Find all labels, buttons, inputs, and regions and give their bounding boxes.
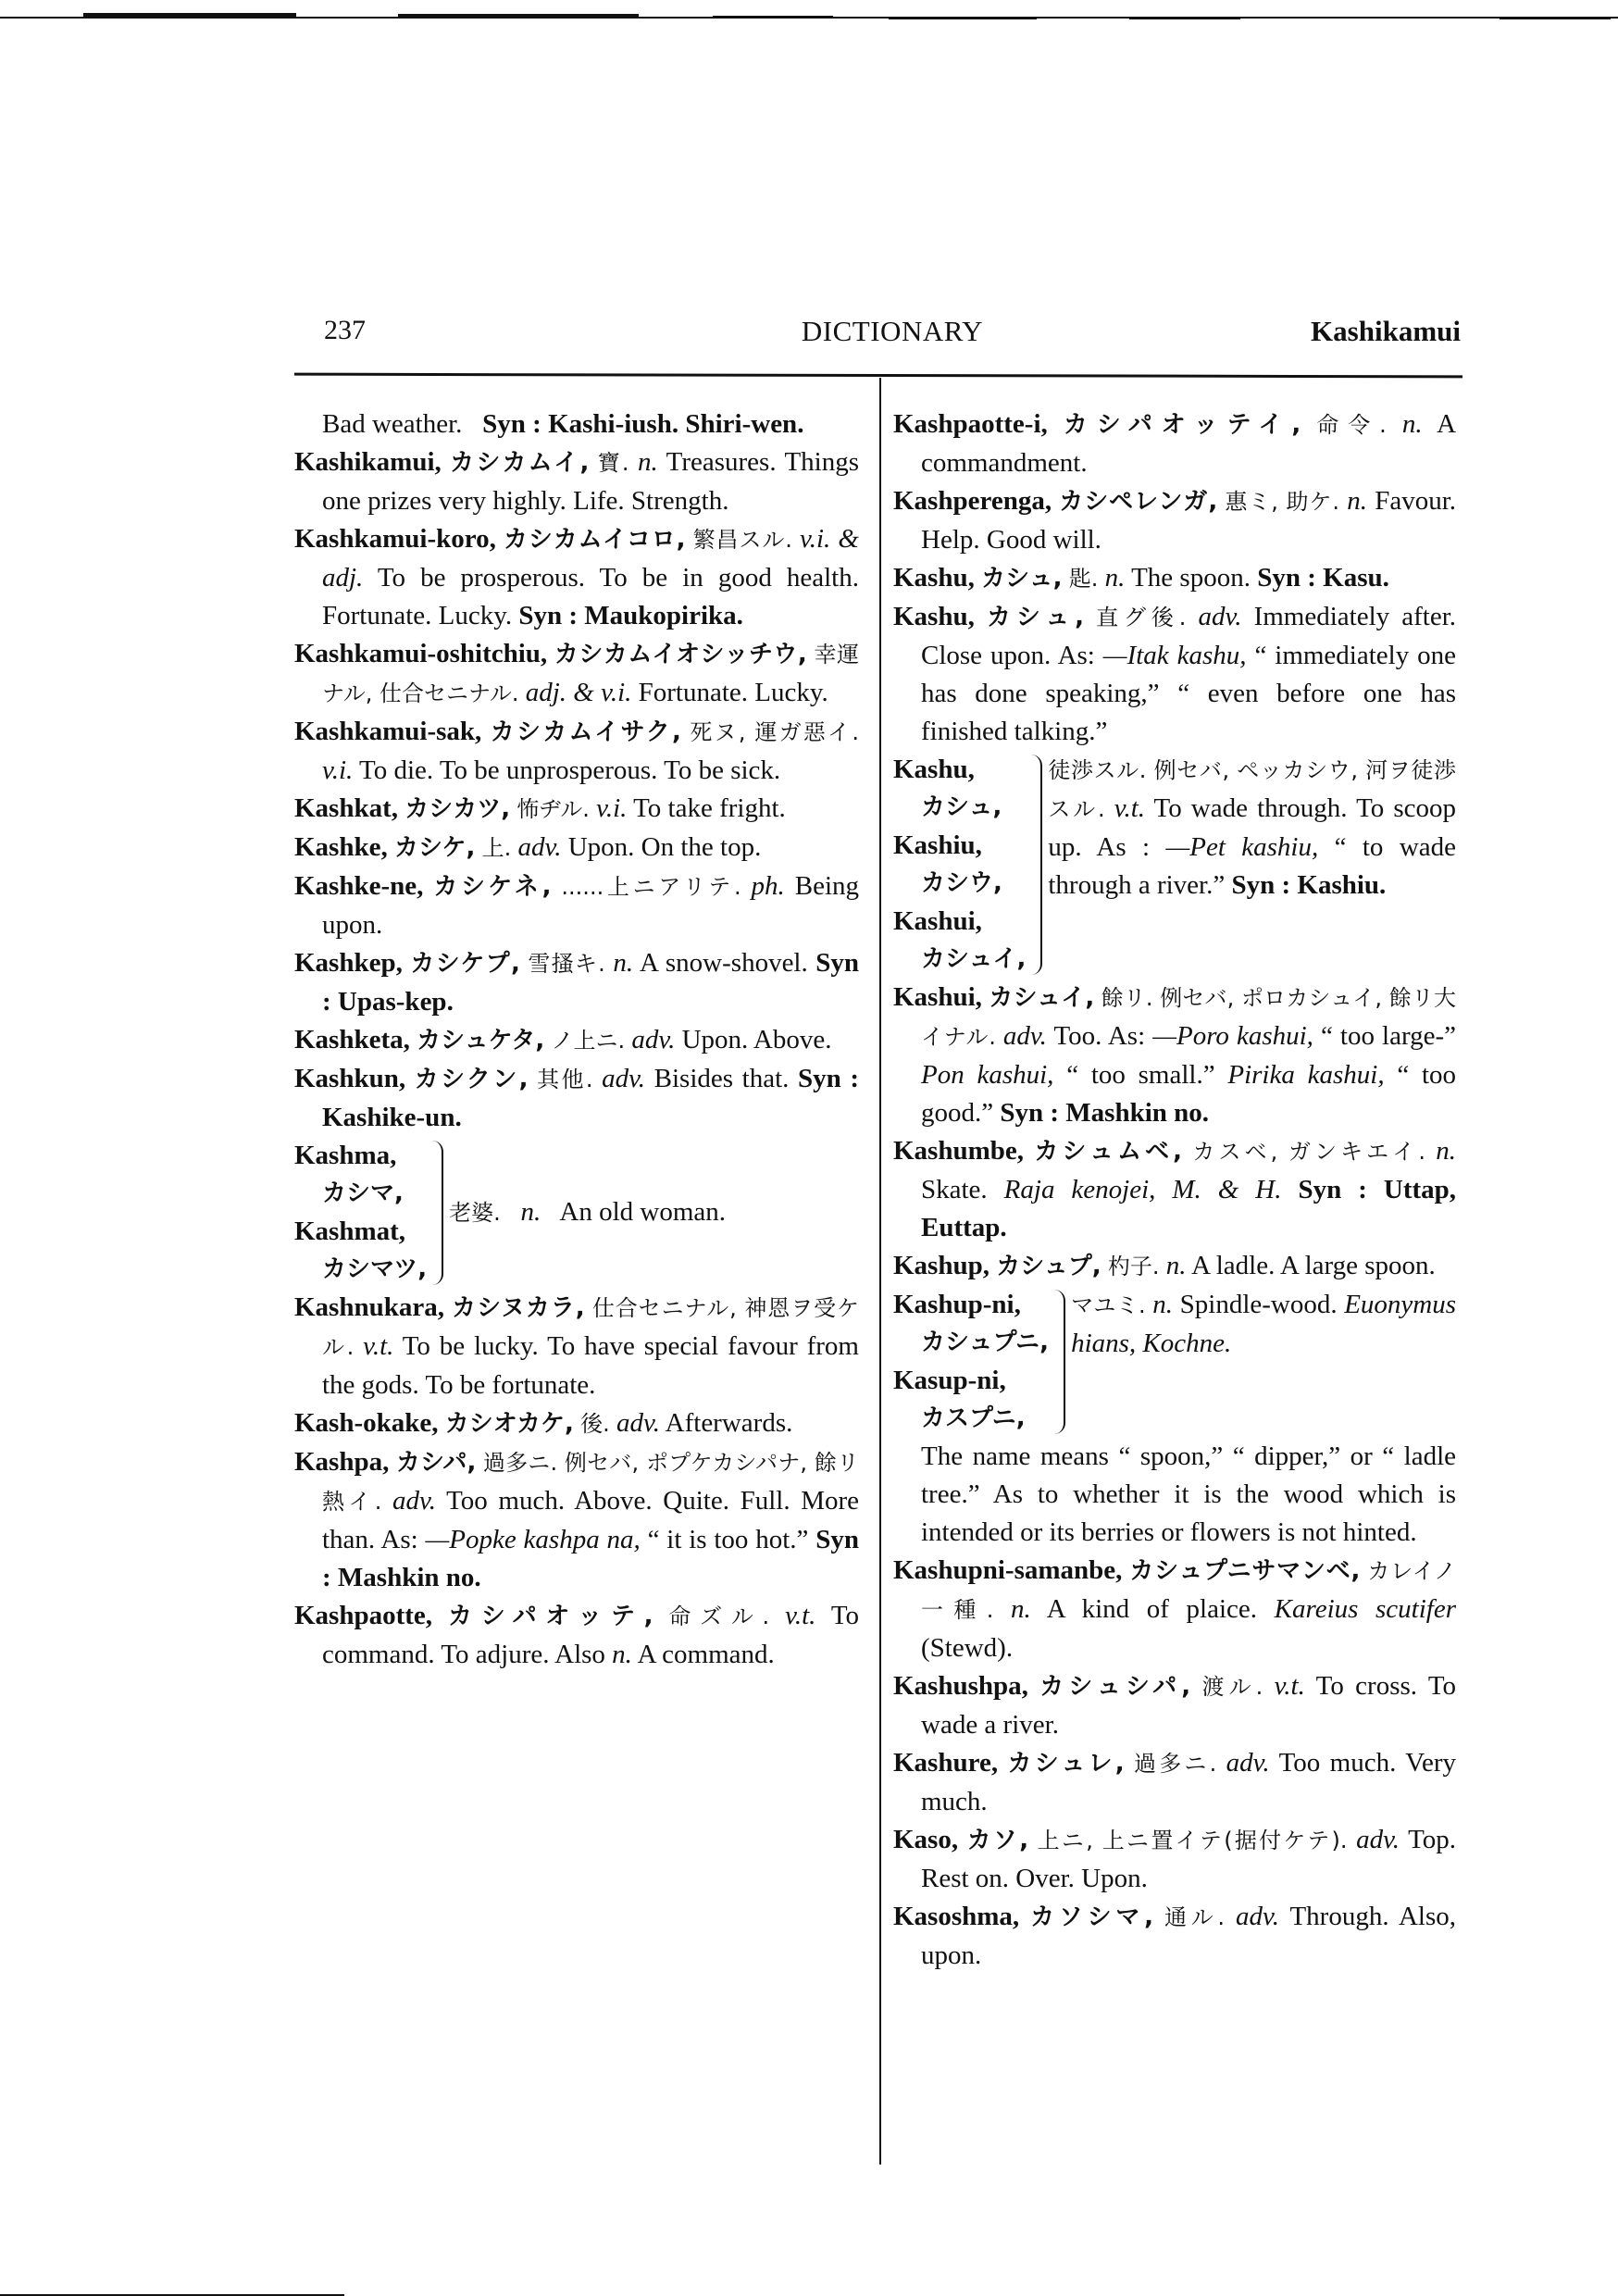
headword: Kashup-ni,: [893, 1290, 1021, 1319]
part-of-speech: n.: [1010, 1594, 1031, 1624]
headword: Kashkun,: [294, 1064, 406, 1093]
synonym: Kashike-un.: [322, 1103, 462, 1132]
definition: Bad weather.: [322, 409, 463, 439]
definition: Afterwards.: [665, 1408, 793, 1438]
taxonomic-authority: (Stewd).: [921, 1633, 1014, 1663]
part-of-speech: adv.: [1226, 1748, 1270, 1778]
definition: An old woman.: [559, 1197, 727, 1227]
brace-bracket: [429, 1141, 445, 1285]
headword: Kaso,: [893, 1825, 959, 1854]
example-translation: “ too large-”: [1321, 1021, 1457, 1051]
japanese-gloss: 命令.: [1316, 412, 1387, 438]
katakana: カシマツ,: [322, 1255, 428, 1283]
dictionary-entry: [294, 944, 859, 1021]
katakana: カシカムイコロ,: [503, 526, 686, 554]
dictionary-entry: [294, 790, 859, 829]
definition: To command. To adjure. Also: [322, 1601, 860, 1669]
japanese-gloss: 繁昌スル.: [692, 527, 792, 553]
dictionary-entry: [294, 1021, 859, 1060]
headword: Kashke,: [294, 832, 388, 862]
definition: To be prosperous. To be in good health. Fortunate. Lucky.: [322, 563, 859, 630]
japanese-gloss: 匙.: [1068, 566, 1099, 592]
part-of-speech: v.t.: [1114, 793, 1145, 823]
synonym-label: Syn :: [482, 409, 541, 439]
synonym-label: Syn :: [1000, 1098, 1060, 1128]
dictionary-entry: [893, 482, 1456, 559]
definition: Treasures. Things one prizes very highly. Life. Strength.: [322, 447, 860, 516]
part-of-speech: n.: [520, 1197, 541, 1227]
bracketed-entry-group: [294, 1137, 859, 1289]
katakana: カシカムイ,: [450, 449, 590, 477]
definition: The spoon.: [1131, 563, 1251, 593]
definition-continuation: [893, 1438, 1456, 1552]
definition: Top. Rest on. Over. Upon.: [921, 1825, 1457, 1893]
part-of-speech: v.t.: [785, 1601, 816, 1630]
headword: Kashushpa,: [893, 1671, 1028, 1701]
part-of-speech: n.: [1165, 1251, 1187, 1280]
katakana: カシカツ,: [404, 795, 511, 823]
part-of-speech: v.t.: [363, 1331, 394, 1361]
japanese-gloss: 杓子.: [1107, 1254, 1160, 1279]
katakana: カシュイ,: [989, 984, 1095, 1012]
headword: Kashiu,: [893, 830, 982, 860]
japanese-gloss: 雪搔キ.: [528, 951, 605, 977]
japanese-gloss: 後.: [580, 1411, 610, 1437]
japanese-gloss: 寶.: [597, 450, 629, 476]
headword: Kashui,: [893, 982, 982, 1012]
example-ainu: Pon kashui,: [921, 1060, 1054, 1090]
headword: Kasoshma,: [893, 1902, 1020, 1931]
definition: Bisides that.: [653, 1064, 790, 1093]
headword: Kashma,: [294, 1141, 397, 1170]
dictionary-entry: [893, 979, 1456, 1132]
katakana: カシュムベ,: [1034, 1138, 1183, 1166]
part-of-speech: adv.: [1356, 1825, 1400, 1854]
definition: Through. Also, upon.: [921, 1902, 1457, 1970]
katakana: カシュシパ,: [1039, 1673, 1191, 1701]
definition: Immediately after. Close upon. As:: [921, 602, 1457, 670]
definition: To be lucky. To have special favour from the gods. To be fortunate.: [322, 1331, 859, 1400]
katakana: カシュレ,: [1007, 1750, 1125, 1778]
headword: Kashmat,: [294, 1217, 406, 1246]
dictionary-entry: [893, 1667, 1456, 1744]
bracketed-entry-group: [893, 1286, 1456, 1438]
japanese-gloss: 餘リ. 例セバ, ポロカシュイ, 餘リ大イナル.: [921, 985, 1457, 1050]
dictionary-entry: [294, 1443, 859, 1597]
katakana: カシマ,: [322, 1179, 404, 1207]
katakana: カシュプニサマンベ,: [1129, 1557, 1361, 1585]
katakana: カシパオッテイ,: [1063, 411, 1301, 439]
example-ainu: —Poro kashui,: [1152, 1021, 1313, 1051]
headword: Kashkep,: [294, 948, 403, 978]
dictionary-entry: [893, 559, 1456, 598]
synonym-label: Syn :: [1257, 563, 1316, 593]
definition: Fortunate. Lucky.: [638, 678, 828, 707]
synonym-label: Syn :: [518, 601, 579, 630]
part-of-speech: n.: [1401, 409, 1423, 439]
japanese-gloss: 徒渉スル. 例セバ, ペッカシウ, 河ヲ徒渉スル.: [1048, 757, 1456, 822]
katakana: カシケネ,: [433, 873, 552, 901]
scientific-name: Kareius scutifer: [1274, 1594, 1456, 1624]
right-column: [893, 406, 1456, 1975]
brace-bracket: [1051, 1290, 1067, 1434]
synonym: Uttap, Euttap.: [921, 1175, 1457, 1242]
katakana: カシュプニ,: [921, 1329, 1050, 1356]
synonym: Kashi-iush. Shiri-wen.: [548, 409, 804, 439]
dictionary-entry: [893, 1744, 1456, 1821]
katakana: カシパ,: [395, 1449, 477, 1477]
katakana: カスプニ,: [921, 1404, 1026, 1432]
bracketed-entry-group: [893, 751, 1456, 979]
headword: Kashkamui-koro,: [294, 524, 496, 554]
part-of-speech: adv.: [1002, 1021, 1047, 1051]
example-ainu: —Itak kashu,: [1102, 641, 1247, 670]
example-ainu: —Pet kashiu,: [1165, 832, 1319, 862]
part-of-speech: n.: [1152, 1290, 1174, 1319]
page-header: [324, 315, 1461, 352]
headword: Kashkat,: [294, 793, 399, 823]
dictionary-entry: [893, 1552, 1456, 1667]
japanese-gloss: 通ル.: [1164, 1904, 1226, 1930]
japanese-gloss: 上ニ, 上ニ置イテ(据付ケテ).: [1037, 1828, 1348, 1853]
column-divider: [879, 378, 881, 2165]
headword: Kashnukara,: [294, 1292, 444, 1322]
part-of-speech: n.: [637, 447, 658, 477]
definition: Upon. Above.: [681, 1025, 832, 1054]
definition: To wade through. To scoop up. As :: [1048, 793, 1456, 862]
definition: Upon. On the top.: [567, 832, 762, 862]
katakana: カシュ,: [981, 565, 1063, 593]
dictionary-entry: [893, 1132, 1456, 1247]
dictionary-entry: [294, 635, 859, 713]
example-translation: “ to wade through a river.”: [1048, 832, 1457, 900]
katakana: カシカムイオシッチウ,: [554, 641, 807, 668]
katakana: カシペレンガ,: [1059, 488, 1218, 516]
japanese-gloss: 其他.: [537, 1067, 593, 1092]
part-of-speech: n.: [1436, 1136, 1457, 1166]
example-ainu: —Popke kashpa na,: [425, 1525, 641, 1554]
headword: Kashupni-samanbe,: [893, 1555, 1123, 1585]
japanese-gloss: ノ上ニ.: [551, 1028, 626, 1054]
katakana: カソ,: [966, 1827, 1029, 1854]
dictionary-entry: [294, 1404, 859, 1443]
headword: Kashkamui-sak,: [294, 717, 482, 746]
dictionary-entry: [294, 406, 859, 443]
dictionary-entry: [893, 406, 1456, 482]
katakana: カシュ,: [921, 793, 1002, 821]
headword: Kashu,: [893, 755, 975, 784]
synonym-label: Syn :: [1231, 870, 1291, 900]
part-of-speech: adv.: [631, 1025, 676, 1054]
synonym: Kashiu.: [1297, 870, 1387, 900]
headword: Kashikamui,: [294, 447, 442, 477]
katakana: カシクン,: [414, 1066, 529, 1093]
part-of-speech: v.i.: [596, 793, 628, 823]
headword: Kasup-ni,: [893, 1366, 1006, 1395]
japanese-gloss: マユミ.: [1071, 1292, 1146, 1318]
headword: Kashpa,: [294, 1447, 390, 1477]
headword: Kashkamui-oshitchiu,: [294, 639, 548, 668]
running-title: DICTIONARY: [801, 315, 984, 347]
left-column: [294, 406, 859, 1674]
synonym: Mashkin no.: [337, 1563, 481, 1592]
japanese-gloss: 惠ミ, 助ケ.: [1225, 489, 1340, 515]
headword: Kashperenga,: [893, 486, 1052, 516]
dictionary-entry: [294, 1060, 859, 1137]
dictionary-entry: [294, 520, 859, 635]
headword: Kashup,: [893, 1251, 989, 1280]
part-of-speech: n.: [1104, 563, 1126, 593]
definition: A ladle. A large spoon.: [1191, 1251, 1436, 1280]
headword: Kashpaotte-i,: [893, 409, 1048, 439]
part-of-speech: v.t.: [1274, 1671, 1305, 1701]
definition: Spindle-wood.: [1179, 1290, 1338, 1319]
dictionary-entry: [294, 829, 859, 867]
katakana: カソシマ,: [1030, 1903, 1153, 1931]
headword: Kashu,: [893, 602, 975, 631]
dictionary-entry: [294, 1289, 859, 1404]
definition: Skate.: [921, 1175, 988, 1204]
part-of-speech: n.: [612, 1640, 632, 1669]
japanese-gloss: 渡ル.: [1201, 1674, 1263, 1700]
dictionary-entry: [893, 1247, 1456, 1286]
japanese-gloss: 仕合セニナル, 神恩ヲ受ケル.: [322, 1295, 860, 1360]
definition: Being upon.: [322, 871, 860, 940]
japanese-gloss: 過多ニ.: [1134, 1751, 1217, 1777]
header-rule: [294, 373, 1462, 379]
headword: Kashumbe,: [893, 1136, 1025, 1166]
headword: Kashu,: [893, 563, 975, 593]
japanese-gloss: カレイノ一種.: [921, 1558, 1457, 1623]
scientific-name: Raja kenojei, M. & H.: [1003, 1175, 1282, 1204]
part-of-speech: adv.: [1236, 1902, 1279, 1931]
katakana: カシオカケ,: [444, 1410, 574, 1438]
part-of-speech: ph.: [751, 871, 785, 901]
definition: A snow-shovel.: [640, 948, 808, 978]
definition: A kind of plaice.: [1046, 1594, 1258, 1624]
headword: Kashure,: [893, 1748, 999, 1778]
synonym-label: Syn :: [322, 948, 860, 1017]
example-translation: “ immediately one has done speaking,” “ even before one has finished talking.”: [921, 641, 1457, 746]
definition: Too much. Very much.: [921, 1748, 1457, 1816]
part-of-speech: adv.: [1198, 602, 1242, 631]
headword: Kashui,: [893, 906, 982, 936]
part-of-speech: adj. & v.i.: [525, 678, 632, 707]
synonym: Kasu.: [1323, 563, 1389, 593]
japanese-gloss: 死ヌ, 運ガ惡イ.: [690, 719, 860, 745]
japanese-gloss: 怖ヂル.: [517, 796, 590, 822]
part-of-speech: adv.: [392, 1486, 436, 1516]
definition: To take fright.: [633, 793, 786, 823]
katakana: カシュ,: [986, 604, 1084, 631]
part-of-speech: n.: [613, 948, 634, 978]
definition: A commandment.: [921, 409, 1457, 478]
japanese-gloss: ......上ニアリテ.: [561, 874, 741, 900]
japanese-gloss: 老婆.: [449, 1200, 501, 1226]
headword: Kashpaotte,: [294, 1601, 433, 1630]
definition: Too much. Above. Quite. Full. More than. As:: [322, 1486, 860, 1554]
dictionary-entry: [893, 1821, 1456, 1898]
synonym: Mashkin no.: [1065, 1098, 1210, 1128]
definition: Favour. Help. Good will.: [921, 486, 1457, 555]
part-of-speech: adv.: [517, 832, 562, 862]
katakana: カシカムイサク,: [490, 718, 681, 746]
example-translation: “ too good.”: [921, 1060, 1457, 1128]
dictionary-entry: [893, 1898, 1456, 1975]
definition: A command.: [637, 1640, 775, 1669]
part-of-speech: adv.: [602, 1064, 646, 1093]
headword: Kashke-ne,: [294, 871, 424, 901]
definition: To cross. To wade a river.: [921, 1671, 1457, 1740]
dictionary-entry: [294, 713, 859, 790]
synonym: Maukopirika.: [584, 601, 743, 630]
dictionary-entry: [893, 598, 1456, 751]
japanese-gloss: 命ズル.: [668, 1603, 770, 1629]
definition-note: The name means “ spoon,” “ dipper,” or “ ladle tree.” As to whether it is the wood which is intended or its berries or flowers is not hinted.: [921, 1441, 1456, 1547]
example-ainu: Pirika kashui,: [1227, 1060, 1385, 1090]
dictionary-entry: [294, 1597, 859, 1674]
synonym: Upas-kep.: [337, 987, 454, 1017]
dictionary-entry: [294, 867, 859, 944]
japanese-gloss: 幸運ナル, 仕合セニナル.: [322, 642, 860, 706]
katakana: カシュケタ,: [417, 1027, 545, 1054]
part-of-speech: v.i. & adj.: [322, 524, 859, 593]
katakana: カシュイ,: [921, 945, 1027, 973]
headword: Kash-okake,: [294, 1408, 439, 1438]
page-number: 237: [324, 315, 366, 345]
katakana: カシュプ,: [996, 1253, 1101, 1280]
scan-edge-artifact: [0, 13, 1618, 20]
japanese-gloss: 直グ後.: [1096, 605, 1187, 630]
katakana: カシヌカラ,: [452, 1294, 585, 1322]
katakana: カシパオッテ,: [448, 1603, 653, 1630]
katakana: カシケ,: [393, 834, 476, 862]
katakana: カシウ,: [921, 869, 1002, 897]
synonym-label: Syn :: [1298, 1175, 1367, 1204]
japanese-gloss: 上.: [481, 835, 512, 861]
synonym-label: Syn :: [322, 1525, 859, 1592]
dictionary-entry: [294, 443, 859, 520]
guide-word: Kashikamui: [1311, 315, 1461, 347]
definition: Too. As:: [1053, 1021, 1146, 1051]
brace-bracket: [1027, 755, 1044, 975]
definition: To die. To be unprosperous. To be sick.: [359, 755, 781, 785]
japanese-gloss: 過多ニ. 例セバ, ポプケカシパナ, 餘リ熱イ.: [322, 1450, 860, 1515]
part-of-speech: n.: [1347, 486, 1367, 516]
katakana: カシケプ,: [410, 950, 520, 978]
example-translation: “ it is too hot.”: [647, 1525, 809, 1554]
headword: Kashketa,: [294, 1025, 410, 1054]
scientific-name: Euonymus hians, Kochne.: [1071, 1290, 1457, 1358]
synonym-label: Syn :: [798, 1064, 860, 1093]
part-of-speech: v.i.: [322, 755, 354, 785]
japanese-gloss: カスベ, ガンキエイ.: [1192, 1139, 1425, 1165]
example-translation: “ too small.”: [1066, 1060, 1215, 1090]
part-of-speech: adv.: [616, 1408, 660, 1438]
